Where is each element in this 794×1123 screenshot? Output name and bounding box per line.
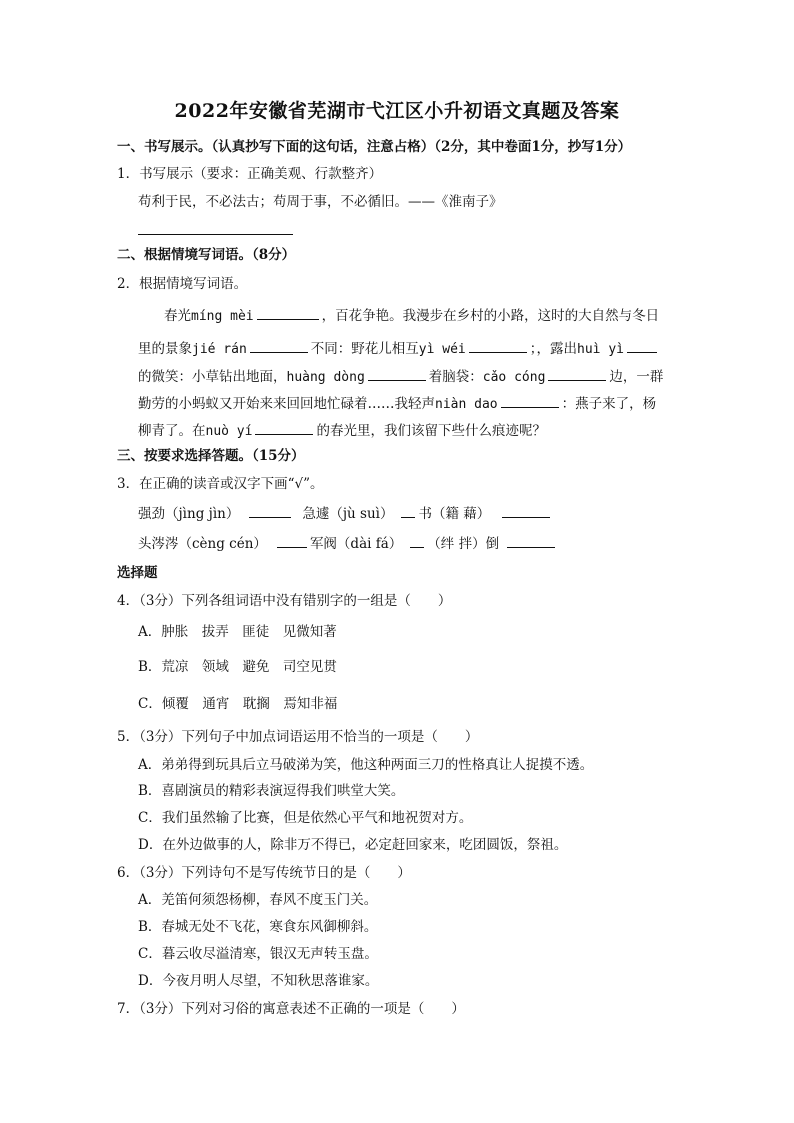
q2-paragraph-line-1 xyxy=(164,305,659,327)
text: ：燕子来了，杨 xyxy=(561,396,657,412)
text: ，百花争艳。我漫步在乡村的小路，这时的大自然与冬日 xyxy=(321,308,660,324)
q3-item: 书（籍 藉） xyxy=(418,506,491,522)
q5-option-b[interactable]: B．喜剧演员的精彩表演逗得我们哄堂大笑。 xyxy=(138,783,405,799)
q1-answer-line[interactable] xyxy=(138,234,293,235)
pinyin: míng mèi xyxy=(191,309,254,324)
q3-item: 头涔涔（cèng cén） xyxy=(138,536,267,552)
q2-paragraph-line-5 xyxy=(138,420,546,442)
q1-text: 苟利于民，不必法古；苟周于事，不必循旧。——《淮南子》 xyxy=(138,194,503,210)
q5-option-c[interactable]: C．我们虽然输了比赛，但是依然心平气和地祝贺对方。 xyxy=(138,810,473,826)
answer-blank[interactable] xyxy=(368,366,426,381)
answer-blank[interactable] xyxy=(469,338,527,353)
pinyin: huàng dòng xyxy=(286,370,365,385)
pinyin: niàn dao xyxy=(435,397,498,412)
section-1-heading: 一、书写展示。（认真抄写下面的这句话，注意占格）（2分，其中卷面1分，抄写1分） xyxy=(117,139,632,155)
q6-option-d[interactable]: D．今夜月明人尽望，不知秋思落谁家。 xyxy=(138,973,379,989)
q3-item: 军阀（dài fá） xyxy=(309,536,403,552)
answer-blank[interactable] xyxy=(249,503,291,518)
q4-option-c[interactable]: C．倾覆 通宵 耽搁 焉知非福 xyxy=(138,696,338,712)
q2-paragraph-line-3 xyxy=(138,366,663,388)
answer-blank[interactable] xyxy=(255,420,313,435)
answer-blank[interactable] xyxy=(401,503,415,518)
q3-item: 急遽（jù suì） xyxy=(302,506,394,522)
section-3-heading: 三、按要求选择答题。（15分） xyxy=(117,448,305,464)
text: 里的景象 xyxy=(138,341,192,357)
pinyin: huì yì xyxy=(577,342,624,357)
q7-label: 7．（3分）下列对习俗的寓意表述不正确的一项是（ ） xyxy=(117,1001,465,1017)
pinyin: yì wéi xyxy=(418,342,466,357)
q4-option-b[interactable]: B．荒凉 领域 避免 司空见贯 xyxy=(138,659,337,675)
text: 柳青了。在 xyxy=(138,423,206,439)
q1-label: 1．书写展示（要求：正确美观、行款整齐） xyxy=(117,166,383,182)
text: 的微笑：小草钻出地面， xyxy=(138,369,287,385)
answer-blank[interactable] xyxy=(548,366,606,381)
section-2-heading: 二、根据情境写词语。（8分） xyxy=(117,247,296,263)
page-title: 2022年安徽省芜湖市弋江区小升初语文真题及答案 xyxy=(174,100,620,122)
q5-option-d[interactable]: D．在外边做事的人，除非万不得已，必定赶回家来，吃团圆饭，祭祖。 xyxy=(138,837,568,853)
answer-blank[interactable] xyxy=(502,503,550,518)
q3-row-2 xyxy=(138,533,558,554)
q3-item: 强劲（jìng jìn） xyxy=(138,506,240,522)
q6-option-a[interactable]: A．羌笛何须怨杨柳，春风不度玉门关。 xyxy=(138,892,378,908)
text: 春光 xyxy=(164,308,191,324)
text: 的春光里，我们该留下些什么痕迹呢？ xyxy=(316,423,546,439)
text: 边，一群 xyxy=(609,369,664,385)
answer-blank[interactable] xyxy=(627,338,657,353)
q2-paragraph-line-2 xyxy=(138,338,660,360)
q5-option-a[interactable]: A．弟弟得到玩具后立马破涕为笑，他这种两面三刀的性格真让人捉摸不透。 xyxy=(138,757,594,773)
text: 不同：野花儿相互 xyxy=(310,341,419,357)
answer-blank[interactable] xyxy=(250,338,308,353)
pinyin: cǎo cóng xyxy=(482,370,546,385)
pinyin: nuò yí xyxy=(205,424,253,439)
q2-label: 2．根据情境写词语。 xyxy=(117,276,248,292)
q2-paragraph-line-4 xyxy=(138,393,656,415)
choice-section-title: 选择题 xyxy=(117,565,158,581)
pinyin: jié rán xyxy=(192,342,247,357)
answer-blank[interactable] xyxy=(410,533,424,548)
answer-blank[interactable] xyxy=(501,393,559,408)
q3-row-1 xyxy=(138,503,553,524)
answer-blank[interactable] xyxy=(507,533,555,548)
q6-option-b[interactable]: B．春城无处不飞花，寒食东风御柳斜。 xyxy=(138,919,378,935)
q6-label: 6．（3分）下列诗句不是写传统节日的是（ ） xyxy=(117,865,411,881)
text: 勤劳的小蚂蚁又开始来来回回地忙碌着……我轻声 xyxy=(138,396,435,412)
answer-blank[interactable] xyxy=(277,533,307,548)
q6-option-c[interactable]: C．暮云收尽溢清寒，银汉无声转玉盘。 xyxy=(138,946,378,962)
text: 着脑袋： xyxy=(428,369,483,385)
answer-blank[interactable] xyxy=(257,305,319,320)
text: ；，露出 xyxy=(529,341,578,357)
q3-item: （绊 拌）倒 xyxy=(427,536,500,552)
q3-label: 3．在正确的读音或汉字下画“√”。 xyxy=(117,476,324,492)
q4-label: 4．（3分）下列各组词语中没有错别字的一组是（ ） xyxy=(117,593,452,609)
q4-option-a[interactable]: A．肿胀 拔弄 匪徒 见微知著 xyxy=(138,624,337,640)
q5-label: 5．（3分）下列句子中加点词语运用不恰当的一项是（ ） xyxy=(117,729,479,745)
